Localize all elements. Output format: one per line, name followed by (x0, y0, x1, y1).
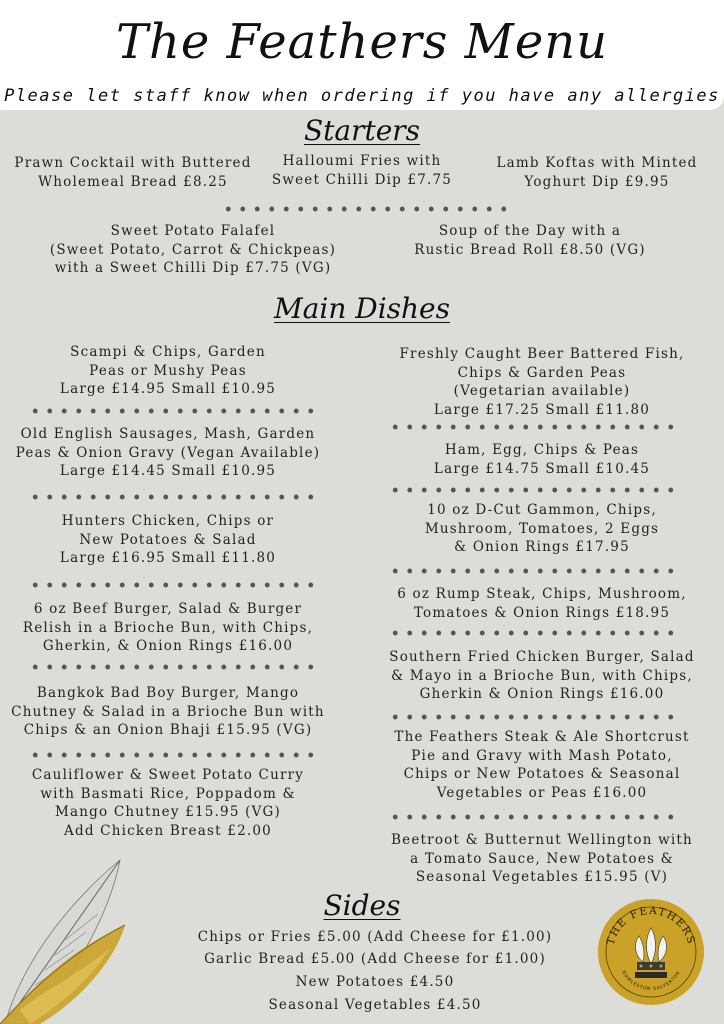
side-item: Chips or Fries £5.00 (Add Cheese for £1.00) (197, 929, 553, 945)
starters-heading: Starters (303, 114, 421, 147)
dotted-divider (388, 714, 678, 720)
mains-heading: Main Dishes (274, 292, 450, 325)
menu-item: Soup of the Day with a Rustic Bread Roll £8.50 (VG) (414, 223, 646, 258)
dotted-divider (388, 487, 678, 493)
dotted-divider (28, 408, 318, 414)
menu-item: Cauliflower & Sweet Potato Curry with Basmati Rice, Poppadom & Mango Chutney £15.95 (VG) Add Chicken Breast £2.00 (31, 767, 305, 839)
menu-item: Scampi & Chips, Garden Peas or Mushy Peas Large £14.95 Small £10.95 (59, 344, 277, 397)
menu-item: Ham, Egg, Chips & Peas Large £14.75 Small £10.45 (433, 442, 651, 477)
allergy-notice: Please let staff know when ordering if you have any allergies (4, 86, 720, 106)
menu-item: Freshly Caught Beer Battered Fish, Chips & Garden Peas (Vegetarian available) Large £17.25 Small £11.80 (399, 346, 685, 418)
side-item: New Potatoes £4.50 (295, 974, 455, 990)
menu-item: Hunters Chicken, Chips or New Potatoes & Salad Large £16.95 Small £11.80 (59, 513, 277, 566)
menu-item: The Feathers Steak & Ale Shortcrust Pie and Gravy with Mash Potato, Chips or New Potatoes & Seasonal Vegetables or Peas £16.00 (394, 729, 690, 801)
menu-item: Prawn Cocktail with Buttered Wholemeal Bread £8.25 (14, 155, 252, 190)
dotted-divider (28, 664, 318, 670)
menu-item: 6 oz Rump Steak, Chips, Mushroom, Tomatoes & Onion Rings £18.95 (397, 586, 687, 621)
dotted-divider (28, 752, 318, 758)
dotted-divider (388, 630, 678, 636)
dotted-divider (388, 814, 678, 820)
sides-heading: Sides (323, 889, 401, 922)
feathers-logo-badge (597, 898, 705, 1006)
dotted-divider (28, 494, 318, 500)
menu-item: Lamb Koftas with Minted Yoghurt Dip £9.95 (496, 155, 698, 190)
dotted-divider (388, 424, 678, 430)
badge-location: ROWLESTON SALVERTON (620, 970, 682, 993)
badge-name: THE FEATHERS (604, 904, 698, 947)
side-item: Seasonal Vegetables £4.50 (268, 997, 482, 1013)
side-item: Garlic Bread £5.00 (Add Cheese for £1.00) (204, 951, 546, 967)
menu-item: Beetroot & Butternut Wellington with a Tomato Sauce, New Potatoes & Seasonal Vegetables £15.95 (V) (391, 832, 693, 885)
dotted-divider (28, 582, 318, 588)
menu-title: The Feathers Menu (115, 14, 609, 70)
feather-decoration (0, 830, 150, 1024)
dotted-divider (388, 568, 678, 574)
menu-item: Bangkok Bad Boy Burger, Mango Chutney & Salad in a Brioche Bun with Chips & an Onion Bhaji £15.95 (VG) (11, 685, 325, 738)
menu-item: Sweet Potato Falafel (Sweet Potato, Carrot & Chickpeas) with a Sweet Chilli Dip £7.75 (VG) (49, 223, 337, 276)
dotted-divider (221, 206, 507, 212)
header-panel (0, 0, 724, 110)
menu-item: 6 oz Beef Burger, Salad & Burger Relish in a Brioche Bun, with Chips, Gherkin, & Onion Rings £16.00 (22, 601, 314, 654)
menu-item: Old English Sausages, Mash, Garden Peas & Onion Gravy (Vegan Available) Large £14.45 Small £10.95 (15, 426, 321, 479)
menu-item: Southern Fried Chicken Burger, Salad & Mayo in a Brioche Bun, with Chips, Gherkin & Onion Rings £16.00 (389, 649, 695, 702)
menu-item: Halloumi Fries with Sweet Chilli Dip £7.75 (271, 153, 453, 188)
menu-item: 10 oz D-Cut Gammon, Chips, Mushroom, Tomatoes, 2 Eggs & Onion Rings £17.95 (424, 502, 660, 555)
